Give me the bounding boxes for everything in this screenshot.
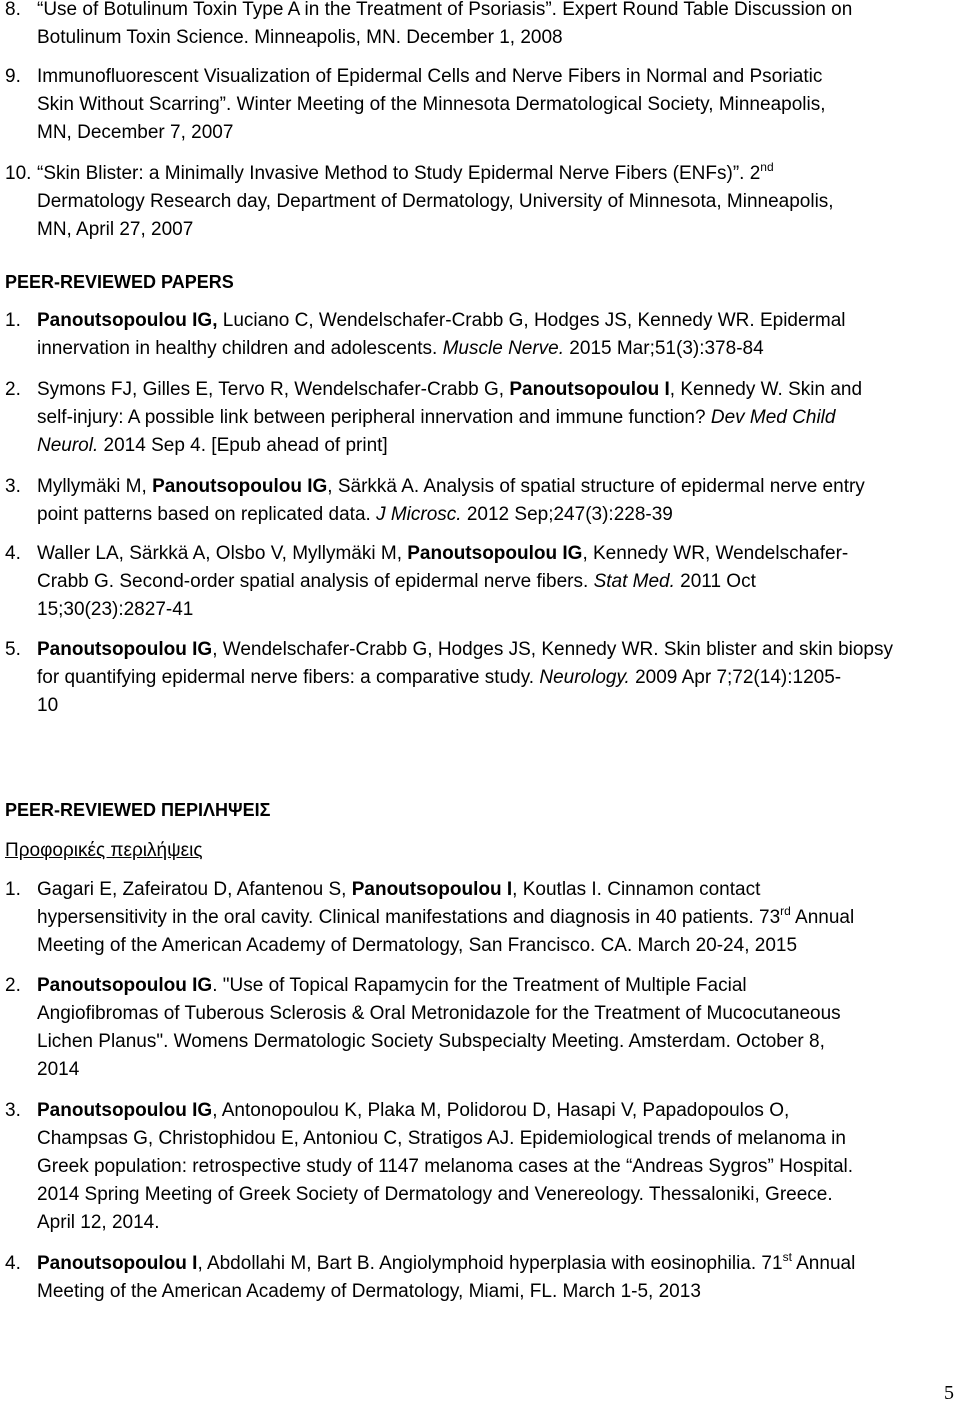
item-number: 5. — [5, 639, 21, 660]
item-number: 4. — [5, 1253, 21, 1274]
journal-name: J Microsc. — [376, 504, 462, 525]
superscript: nd — [760, 160, 774, 174]
item-number: 4. — [5, 543, 21, 564]
paper-item-4: 4. Waller LA, Särkkä A, Olsbo V, Myllymäki M, Panoutsopoulou IG, Kennedy WR, Wendelschafer- Crabb G. Second-order spatial analysis of epidermal nerve fibers. Stat Med. 2011 Oct 15;30(23):2827-41 — [37, 540, 957, 624]
talk-line: Skin Without Scarring”. Winter Meeting of the Minnesota Dermatological Society, Minneapolis, — [37, 94, 826, 115]
paper-item-1: 1. Panoutsopoulou IG, Luciano C, Wendelschafer-Crabb G, Hodges JS, Kennedy WR. Epidermal innervation in healthy children and adolescents. Muscle Nerve. 2015 Mar;51(3):378-84 — [37, 307, 957, 363]
item-number: 2. — [5, 379, 21, 400]
item-number: 10. — [5, 163, 32, 184]
talk-line: MN, December 7, 2007 — [37, 122, 234, 143]
abstract-item-3: 3. Panoutsopoulou IG, Antonopoulou K, Plaka M, Polidorou D, Hasapi V, Papadopoulos O, Champsas G, Christophidou E, Antoniou C, Stratigos AJ. Epidemiological trends of melanoma in Greek population: retrospective study of 1147 melanoma cases at the “Andreas Sygros” Hospital. 2014 Spring Meeting of Greek Society of Dermatology and Venereology. Thessaloniki, Greece. April 12, 2014. — [37, 1097, 957, 1237]
superscript: st — [782, 1250, 792, 1264]
item-number: 2. — [5, 975, 21, 996]
item-number: 3. — [5, 476, 21, 497]
talk-line: “Skin Blister: a Minimally Invasive Method to Study Epidermal Nerve Fibers (ENFs)”. 2nd — [37, 160, 774, 184]
talk-item-9 — [5, 63, 957, 147]
author-highlight: Panoutsopoulou I — [37, 1253, 198, 1274]
item-number: 1. — [5, 310, 21, 331]
journal-name: Neurol. — [37, 435, 99, 456]
talk-item-8 — [5, 0, 957, 52]
section-heading-abstracts: PEER-REVIEWED ΠΕΡΙΛΗΨΕΙΣ — [5, 800, 271, 820]
author-highlight: Panoutsopoulou IG — [152, 476, 328, 497]
journal-name: Dev Med Child — [710, 407, 836, 428]
talk-line: Immunofluorescent Visualization of Epidermal Cells and Nerve Fibers in Normal and Psoriatic — [37, 66, 823, 87]
abstract-item-1: 1. Gagari E, Zafeiratou D, Afantenou S, Panoutsopoulou I, Koutlas I. Cinnamon contact hypersensitivity in the oral cavity. Clinical manifestations and diagnosis in 40 patients. 73rd Annual Meeting of the American Academy of Dermatology, San Francisco. CA. March 20-24, 2015 — [37, 876, 957, 960]
author-highlight: Panoutsopoulou IG — [407, 543, 583, 564]
abstract-item-4: 4. Panoutsopoulou I, Abdollahi M, Bart B. Angiolymphoid hyperplasia with eosinophilia. 71st Annual Meeting of the American Academy of Dermatology, Miami, FL. March 1-5, 2013 — [5, 1250, 856, 1302]
talk-line: MN, April 27, 2007 — [37, 219, 194, 240]
paper-item-5: 5. Panoutsopoulou IG, Wendelschafer-Crabb G, Hodges JS, Kennedy WR. Skin blister and skin biopsy for quantifying epidermal nerve fibers: a comparative study. Neurology. 2009 Apr 7;72(14):1205- 10 — [37, 636, 957, 720]
paper-item-3: 3. Myllymäki M, Panoutsopoulou IG, Särkkä A. Analysis of spatial structure of epidermal nerve entry point patterns based on replicated data. J Microsc. 2012 Sep;247(3):228-39 — [37, 473, 957, 529]
author-highlight: Panoutsopoulou IG — [37, 1100, 213, 1121]
author-highlight: Panoutsopoulou IG — [37, 639, 213, 660]
superscript: rd — [780, 904, 791, 918]
journal-name: Stat Med. — [593, 571, 675, 592]
talk-line: Dermatology Research day, Department of Dermatology, University of Minnesota, Minneapolis, — [37, 191, 834, 212]
journal-name: Neurology. — [539, 667, 630, 688]
author-highlight: Panoutsopoulou I — [509, 379, 670, 400]
page-number: 5 — [944, 1382, 954, 1404]
item-number: 1. — [5, 879, 21, 900]
section-subheading-oral: Προφορικές περιλήψεις — [5, 840, 203, 861]
item-number: 3. — [5, 1100, 21, 1121]
author-highlight: Panoutsopoulou I — [351, 879, 513, 900]
item-number: 8. — [5, 0, 21, 20]
journal-name: Muscle Nerve. — [442, 338, 565, 359]
author-highlight: Panoutsopoulou IG, — [37, 310, 218, 331]
talk-item-10 — [5, 160, 957, 244]
talk-line: “Use of Botulinum Toxin Type A in the Treatment of Psoriasis”. Expert Round Table Discussion on — [37, 0, 853, 20]
section-heading-papers: PEER-REVIEWED PAPERS — [5, 272, 234, 292]
talk-line: Botulinum Toxin Science. Minneapolis, MN. December 1, 2008 — [37, 27, 563, 48]
paper-item-2: 2. Symons FJ, Gilles E, Tervo R, Wendelschafer-Crabb G, Panoutsopoulou I, Kennedy W. Skin and self-injury: A possible link between peripheral innervation and immune function? Dev Med Child Neurol. 2014 Sep 4. [Epub ahead of print] — [37, 376, 957, 460]
item-number: 9. — [5, 66, 21, 87]
abstract-item-2: 2. Panoutsopoulou IG. "Use of Topical Rapamycin for the Treatment of Multiple Facial Angiofibromas of Tuberous Sclerosis & Oral Metronidazole for the Treatment of Mucocutaneous Lichen Planus". Womens Dermatologic Society Subspecialty Meeting. Amsterdam. October 8, 2014 — [37, 972, 957, 1084]
author-highlight: Panoutsopoulou IG — [37, 975, 213, 996]
